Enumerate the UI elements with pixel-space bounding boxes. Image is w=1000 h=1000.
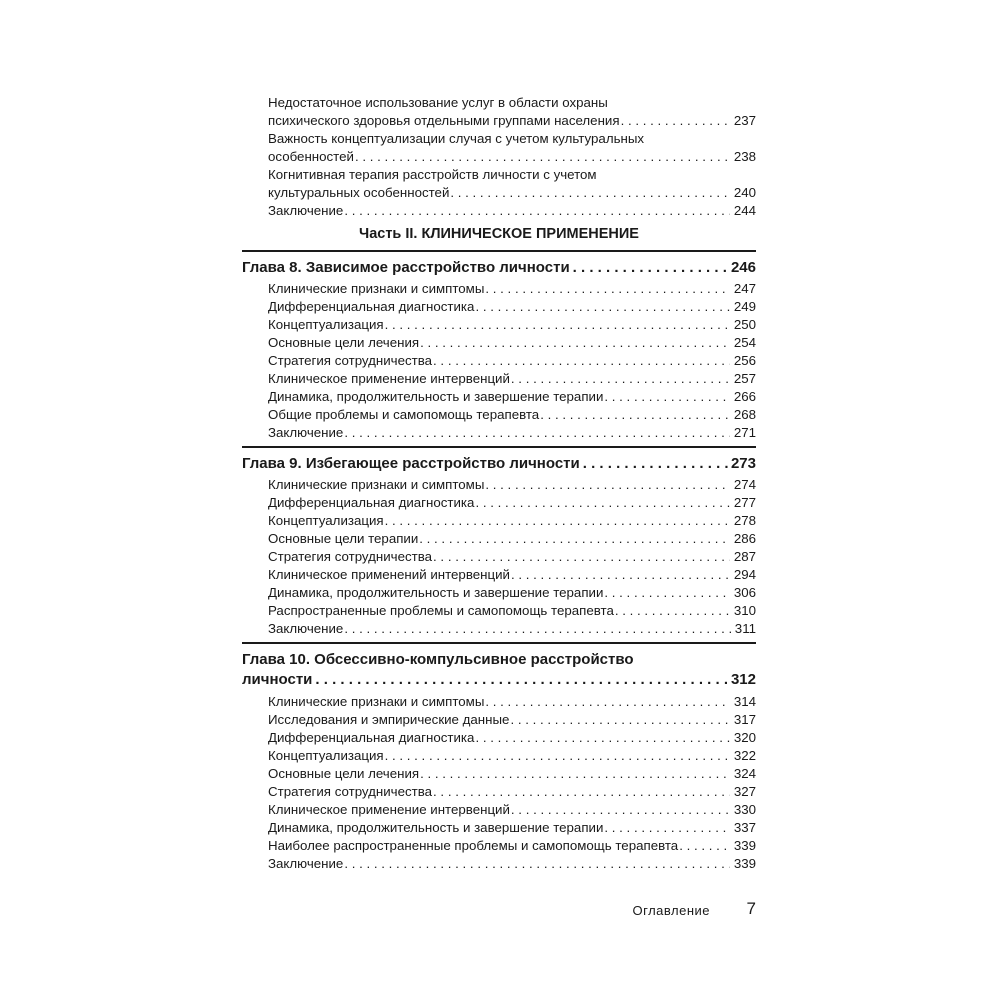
toc-entry-page: 257 [733, 371, 756, 386]
toc-entry-page: 256 [733, 353, 756, 368]
toc-entry-title: Распространенные проблемы и самопомощь терапевта [268, 603, 614, 618]
dot-leader [511, 370, 730, 388]
toc-entry [242, 729, 756, 747]
toc-entry-title: Клинические признаки и симптомы [268, 694, 485, 709]
dot-leader [433, 783, 730, 801]
toc-entry-page: 306 [733, 585, 756, 600]
toc-entry [242, 352, 756, 370]
toc-entry [242, 424, 756, 442]
toc-entry-title: Стратегия сотрудничества [268, 549, 433, 564]
toc-entry-page: 274 [733, 477, 756, 492]
toc-entry-page: 240 [733, 185, 756, 200]
toc-entry-title: Клиническое применение интервенций [268, 802, 510, 817]
dot-leader [315, 670, 728, 690]
toc-entry-page: 314 [733, 694, 756, 709]
dot-leader [511, 566, 730, 584]
dot-leader [485, 476, 729, 494]
toc-entry-page: 317 [733, 712, 756, 727]
dot-leader [385, 512, 730, 530]
chapter-10 [242, 650, 756, 873]
dot-leader [583, 454, 728, 474]
toc-entry-page: 249 [733, 299, 756, 314]
toc-entry [242, 316, 756, 334]
toc-entry-title-line: Когнитивная терапия расстройств личности с учетом [268, 167, 597, 182]
dot-leader [604, 584, 729, 602]
intro-section-list [242, 94, 756, 220]
toc-entry [242, 602, 756, 620]
toc-entry-title: психического здоровья отдельными группами населения [268, 113, 620, 128]
toc-entry-title: Клиническое применений интервенций [268, 567, 510, 582]
dot-leader [355, 148, 730, 166]
toc-entry-title: Заключение [268, 203, 344, 218]
chapter-title: Глава 8. Зависимое расстройство личности [242, 259, 570, 276]
dot-leader [475, 494, 729, 512]
toc-entry [242, 566, 756, 584]
toc-entry-title: Заключение [268, 425, 344, 440]
toc-entry-title: Стратегия сотрудничества [268, 353, 433, 368]
toc-entry-title: культуральных особенностей [268, 185, 450, 200]
chapter-divider [242, 642, 756, 644]
dot-leader [485, 280, 729, 298]
dot-leader [344, 855, 729, 873]
dot-leader [420, 765, 730, 783]
dot-leader [475, 298, 729, 316]
dot-leader [573, 258, 728, 278]
toc-entry [242, 370, 756, 388]
dot-leader [385, 747, 730, 765]
toc-entry-title: Динамика, продолжительность и завершение терапии [268, 820, 604, 835]
toc-entry-title: Наиболее распространенные проблемы и самопомощь терапевта [268, 838, 679, 853]
dot-leader [419, 530, 730, 548]
toc-entry-title-line: Важность концептуализации случая с учетом культуральных [268, 131, 645, 146]
dot-leader [433, 548, 730, 566]
dot-leader [621, 112, 730, 130]
toc-entry [242, 620, 756, 638]
chapter-heading [242, 454, 756, 474]
toc-entry [242, 476, 756, 494]
dot-leader [604, 388, 729, 406]
toc-entry-title: Исследования и эмпирические данные [268, 712, 510, 727]
chapter-divider [242, 446, 756, 448]
toc-entry [242, 837, 756, 855]
toc-entry [242, 765, 756, 783]
toc-entry [242, 530, 756, 548]
page-number: 7 [746, 899, 756, 918]
toc-entry-page: 322 [733, 748, 756, 763]
toc-entry [242, 512, 756, 530]
toc-entry [242, 548, 756, 566]
toc-entry-title: Концептуализация [268, 513, 384, 528]
toc-entry-page: 277 [733, 495, 756, 510]
part-heading: Часть II. КЛИНИЧЕСКОЕ ПРИМЕНЕНИЕ [359, 226, 639, 242]
toc-entry-page: 294 [733, 567, 756, 582]
toc-entry [242, 334, 756, 352]
toc-entry-page: 238 [733, 149, 756, 164]
toc-entry-page: 287 [733, 549, 756, 564]
toc-entry-page: 310 [733, 603, 756, 618]
toc-entry-page: 327 [733, 784, 756, 799]
toc-entry [242, 148, 756, 166]
toc-entry-title: Дифференциальная диагностика [268, 730, 475, 745]
toc-entry-page: 320 [733, 730, 756, 745]
toc-entry [242, 819, 756, 837]
toc-entry-page: 250 [733, 317, 756, 332]
toc-entry-page: 339 [733, 856, 756, 871]
toc-entry-page: 337 [733, 820, 756, 835]
toc-entry [242, 202, 756, 220]
chapter-page: 246 [730, 259, 756, 276]
toc-entry [242, 711, 756, 729]
chapter-heading [242, 258, 756, 278]
toc-entry-title: Основные цели лечения [268, 335, 420, 350]
toc-entry-page: 339 [733, 838, 756, 853]
toc-entry-page: 311 [734, 621, 756, 636]
toc-entry-title: Клинические признаки и симптомы [268, 281, 485, 296]
dot-leader [344, 620, 730, 638]
toc-entry-page: 254 [733, 335, 756, 350]
toc-entry-title: Стратегия сотрудничества [268, 784, 433, 799]
toc-entry-title: Общие проблемы и самопомощь терапевта [268, 407, 540, 422]
toc-entry-page: 244 [733, 203, 756, 218]
toc-entry-title: Основные цели лечения [268, 766, 420, 781]
toc-entry-title-line: Недостаточное использование услуг в области охраны [268, 95, 608, 110]
toc-entry [242, 693, 756, 711]
toc-entry-title: Концептуализация [268, 748, 384, 763]
toc-entry [242, 184, 756, 202]
toc-entry-title: Заключение [268, 856, 344, 871]
dot-leader [475, 729, 729, 747]
toc-entry-page: 324 [733, 766, 756, 781]
chapter-9 [242, 454, 756, 638]
toc-entry-page: 278 [733, 513, 756, 528]
toc-entry-title: Заключение [268, 621, 344, 636]
dot-leader [510, 711, 729, 729]
toc-entry-title: Дифференциальная диагностика [268, 299, 475, 314]
toc-entry [242, 801, 756, 819]
toc-entry [242, 783, 756, 801]
dot-leader [385, 316, 730, 334]
toc-entry-page: 271 [733, 425, 756, 440]
dot-leader [485, 693, 729, 711]
dot-leader [511, 801, 730, 819]
chapter-page: 273 [730, 455, 756, 472]
chapter-8 [242, 258, 756, 442]
toc-entry [242, 388, 756, 406]
toc-entry [242, 855, 756, 873]
toc-entry [242, 112, 756, 130]
dot-leader [615, 602, 730, 620]
chapter-divider [242, 250, 756, 252]
toc-entry-page: 247 [733, 281, 756, 296]
toc-entry-title: Динамика, продолжительность и завершение терапии [268, 585, 604, 600]
chapter-title-line: Глава 10. Обсессивно-компульсивное расстройство [242, 651, 634, 668]
dot-leader [679, 837, 730, 855]
toc-entry-page: 266 [733, 389, 756, 404]
toc-entry-page: 268 [733, 407, 756, 422]
toc-entry [242, 280, 756, 298]
dot-leader [604, 819, 729, 837]
running-footer-label: Оглавление [632, 903, 710, 918]
chapter-title: личности [242, 671, 313, 688]
toc-entry [242, 747, 756, 765]
toc-entry-title: Основные цели терапии [268, 531, 419, 546]
dot-leader [420, 334, 730, 352]
toc-entry-title: Концептуализация [268, 317, 384, 332]
toc-entry-page: 237 [733, 113, 756, 128]
toc-entry [242, 406, 756, 424]
toc-entry [242, 584, 756, 602]
dot-leader [433, 352, 730, 370]
chapter-title: Глава 9. Избегающее расстройство личности [242, 455, 580, 472]
dot-leader [344, 202, 729, 220]
toc-entry [242, 298, 756, 316]
chapter-heading [242, 670, 756, 690]
dot-leader [344, 424, 729, 442]
toc-entry-title: особенностей [268, 149, 354, 164]
toc-entry [242, 494, 756, 512]
chapter-page: 312 [730, 671, 756, 688]
toc-entry-page: 330 [733, 802, 756, 817]
toc-entry-title: Клинические признаки и симптомы [268, 477, 485, 492]
toc-entry-title: Динамика, продолжительность и завершение терапии [268, 389, 604, 404]
toc-entry-page: 286 [733, 531, 756, 546]
toc-entry-title: Дифференциальная диагностика [268, 495, 475, 510]
dot-leader [540, 406, 730, 424]
toc-entry-title: Клиническое применение интервенций [268, 371, 510, 386]
dot-leader [450, 184, 729, 202]
